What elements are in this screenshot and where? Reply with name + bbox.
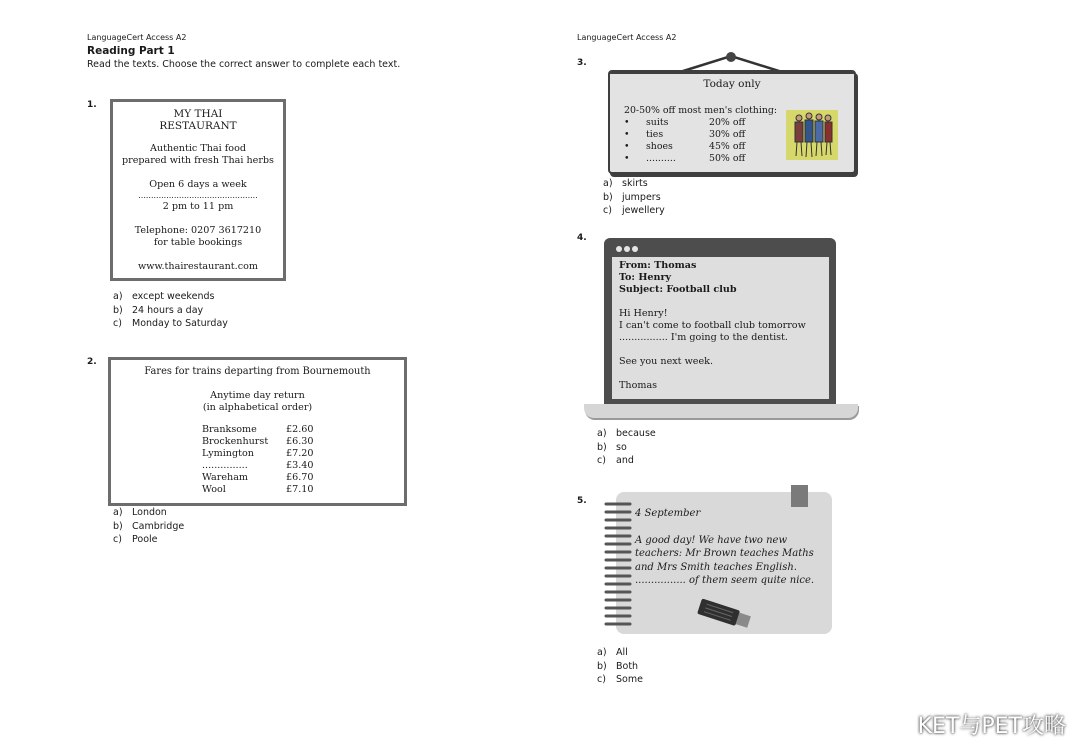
email-from: From: Thomas	[619, 260, 697, 271]
option-b[interactable]: b) so	[597, 441, 627, 453]
list-item: • ties 30% off	[624, 129, 746, 140]
q4-options	[597, 427, 656, 468]
fares-title: Fares for trains departing from Bournemouth	[144, 366, 371, 377]
restaurant-sign	[110, 99, 286, 281]
email-line-1: I can't come to football club tomorrow	[619, 320, 806, 331]
right-page-header: LanguageCert Access A2	[577, 33, 677, 42]
sale-sign	[608, 70, 856, 174]
spiral-binding-icon	[604, 500, 632, 628]
page-title: Reading Part 1	[87, 45, 175, 57]
laptop-base	[584, 404, 858, 418]
q3-options	[603, 177, 665, 218]
list-item: • shoes 45% off	[624, 141, 746, 152]
restaurant-name-line-2: RESTAURANT	[159, 120, 237, 132]
restaurant-name-line-1: MY THAI	[173, 108, 223, 120]
q2-options	[113, 506, 184, 547]
instructions: Read the texts. Choose the correct answer to complete each text.	[87, 59, 401, 70]
question-number-3: 3.	[577, 58, 587, 68]
email-screen	[612, 257, 829, 399]
email-line-2: ................ I'm going to the dentist.	[619, 332, 788, 343]
email-signoff: Thomas	[619, 380, 658, 391]
watermark: KET与PET攻略	[917, 714, 1066, 739]
diary-line-4: ................ of them seem quite nice.	[635, 575, 815, 586]
usb-stick-icon	[692, 598, 756, 632]
diary-text	[635, 507, 814, 588]
question-number-4: 4.	[577, 233, 587, 243]
option-b[interactable]: b) 24 hours a day	[113, 304, 204, 316]
diary-line-2: teachers: Mr Brown teaches Maths	[635, 548, 814, 559]
fares-sub-2: (in alphabetical order)	[202, 402, 313, 413]
sale-intro: 20-50% off most men's clothing:	[624, 105, 778, 116]
table-row: Branksome £2.60	[202, 424, 314, 435]
q1-options	[113, 290, 228, 331]
option-a[interactable]: a) London	[113, 507, 167, 518]
question-number-2: 2.	[87, 357, 97, 367]
restaurant-phone: Telephone: 0207 3617210	[134, 225, 262, 236]
table-row: Wareham £6.70	[202, 472, 314, 483]
diary-line-1: A good day! We have two new	[635, 534, 788, 546]
q5-options	[597, 646, 643, 687]
option-b[interactable]: b) Cambridge	[113, 520, 185, 532]
restaurant-desc-line-1: Authentic Thai food	[149, 143, 246, 154]
option-b[interactable]: b) jumpers	[603, 191, 661, 203]
email-to: To: Henry	[619, 272, 672, 283]
option-a[interactable]: a) skirts	[603, 178, 648, 189]
restaurant-web: www.thairestaurant.com	[138, 261, 258, 272]
email-subject: Subject: Football club	[619, 284, 737, 295]
option-a[interactable]: a) because	[597, 428, 656, 439]
option-a[interactable]: a) except weekends	[113, 291, 215, 302]
sale-list	[624, 105, 777, 165]
table-row: ............... £3.40	[202, 460, 314, 471]
option-c[interactable]: c) jewellery	[603, 205, 665, 217]
email-line-3: See you next week.	[619, 356, 714, 367]
fares-table	[202, 424, 313, 496]
option-c[interactable]: c) Some	[597, 674, 643, 686]
diary-line-3: and Mrs Smith teaches English.	[635, 561, 797, 573]
option-b[interactable]: b) Both	[597, 660, 639, 672]
restaurant-hours: 2 pm to 11 pm	[162, 201, 234, 212]
restaurant-gap-dots: ...............................................	[138, 191, 258, 200]
diary-date: 4 September	[635, 508, 701, 519]
table-row: Wool £7.10	[202, 484, 314, 495]
restaurant-phone-note: for table bookings	[153, 237, 243, 248]
option-c[interactable]: c) and	[597, 455, 634, 467]
restaurant-desc-line-2: prepared with fresh Thai herbs	[122, 155, 274, 166]
note-tab	[791, 485, 808, 507]
table-row: Brockenhurst £6.30	[202, 436, 314, 447]
fares-sub-1: Anytime day return	[210, 390, 305, 401]
email-greeting: Hi Henry!	[619, 308, 668, 319]
option-c[interactable]: c) Monday to Saturday	[113, 318, 228, 330]
men-clothing-picture-icon	[786, 110, 838, 160]
option-a[interactable]: a) All	[597, 647, 628, 658]
table-row: Lymington £7.20	[202, 448, 314, 459]
list-item: • .......... 50% off	[624, 153, 746, 164]
question-number-5: 5.	[577, 496, 587, 506]
sale-title: Today only	[703, 78, 761, 90]
restaurant-open: Open 6 days a week	[149, 179, 247, 190]
option-c[interactable]: c) Poole	[113, 534, 158, 546]
train-fares-sign	[108, 357, 407, 506]
list-item: • suits 20% off	[624, 117, 746, 128]
window-dots-icon	[615, 244, 645, 254]
left-page-header: LanguageCert Access A2	[87, 33, 187, 42]
question-number-1: 1.	[87, 100, 97, 110]
